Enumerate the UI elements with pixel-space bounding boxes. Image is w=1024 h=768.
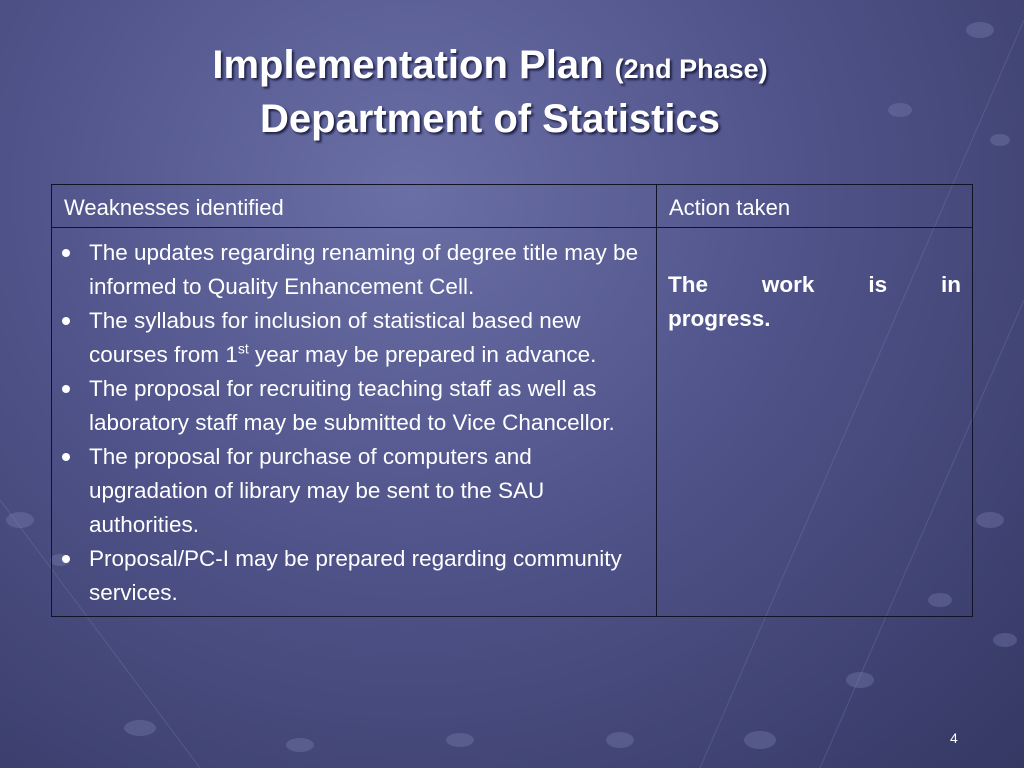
bullet-icon (62, 317, 70, 325)
list-item (62, 372, 648, 440)
bullet-icon (62, 385, 70, 393)
action-cell (657, 228, 973, 617)
title-phase: (2nd Phase) (614, 54, 768, 84)
implementation-table (51, 184, 973, 617)
list-item (62, 542, 648, 610)
weakness-text: The updates regarding renaming of degree title may be informed to Quality Enhancement Cell. (89, 240, 639, 299)
table-header-row (52, 185, 973, 228)
bullet-icon (62, 555, 70, 563)
action-word: The (668, 272, 709, 297)
page-number: 4 (950, 730, 958, 746)
action-word: is (868, 272, 888, 297)
weakness-text: year may be prepared in advance. (248, 342, 597, 367)
action-word: in (940, 272, 961, 297)
bullet-icon (62, 249, 70, 257)
action-text (657, 228, 972, 336)
title-subtitle: Department of Statistics (259, 97, 721, 141)
list-item (62, 236, 648, 304)
title-main: Implementation Plan (212, 43, 604, 87)
weaknesses-cell (52, 228, 657, 617)
weaknesses-list (52, 228, 656, 616)
header-action: Action taken (657, 185, 973, 228)
bullet-icon (62, 453, 70, 461)
superscript: st (237, 340, 249, 357)
slide-title (0, 40, 980, 144)
action-line-1 (668, 268, 961, 302)
weakness-text: The syllabus for inclusion of statistical based new courses from 1 (89, 308, 581, 367)
action-line-2: progress. (668, 306, 771, 331)
header-weaknesses: Weaknesses identified (52, 185, 657, 228)
weakness-text: The proposal for recruiting teaching staff as well as laboratory staff may be submitted to Vice Chancellor. (89, 376, 615, 435)
list-item (62, 304, 648, 372)
list-item (62, 440, 648, 542)
table-row (52, 228, 973, 617)
weakness-text: Proposal/PC-I may be prepared regarding community services. (89, 546, 622, 605)
weakness-text: The proposal for purchase of computers and upgradation of library may be sent to the SAU authorities. (89, 444, 545, 537)
action-word: work (761, 272, 815, 297)
